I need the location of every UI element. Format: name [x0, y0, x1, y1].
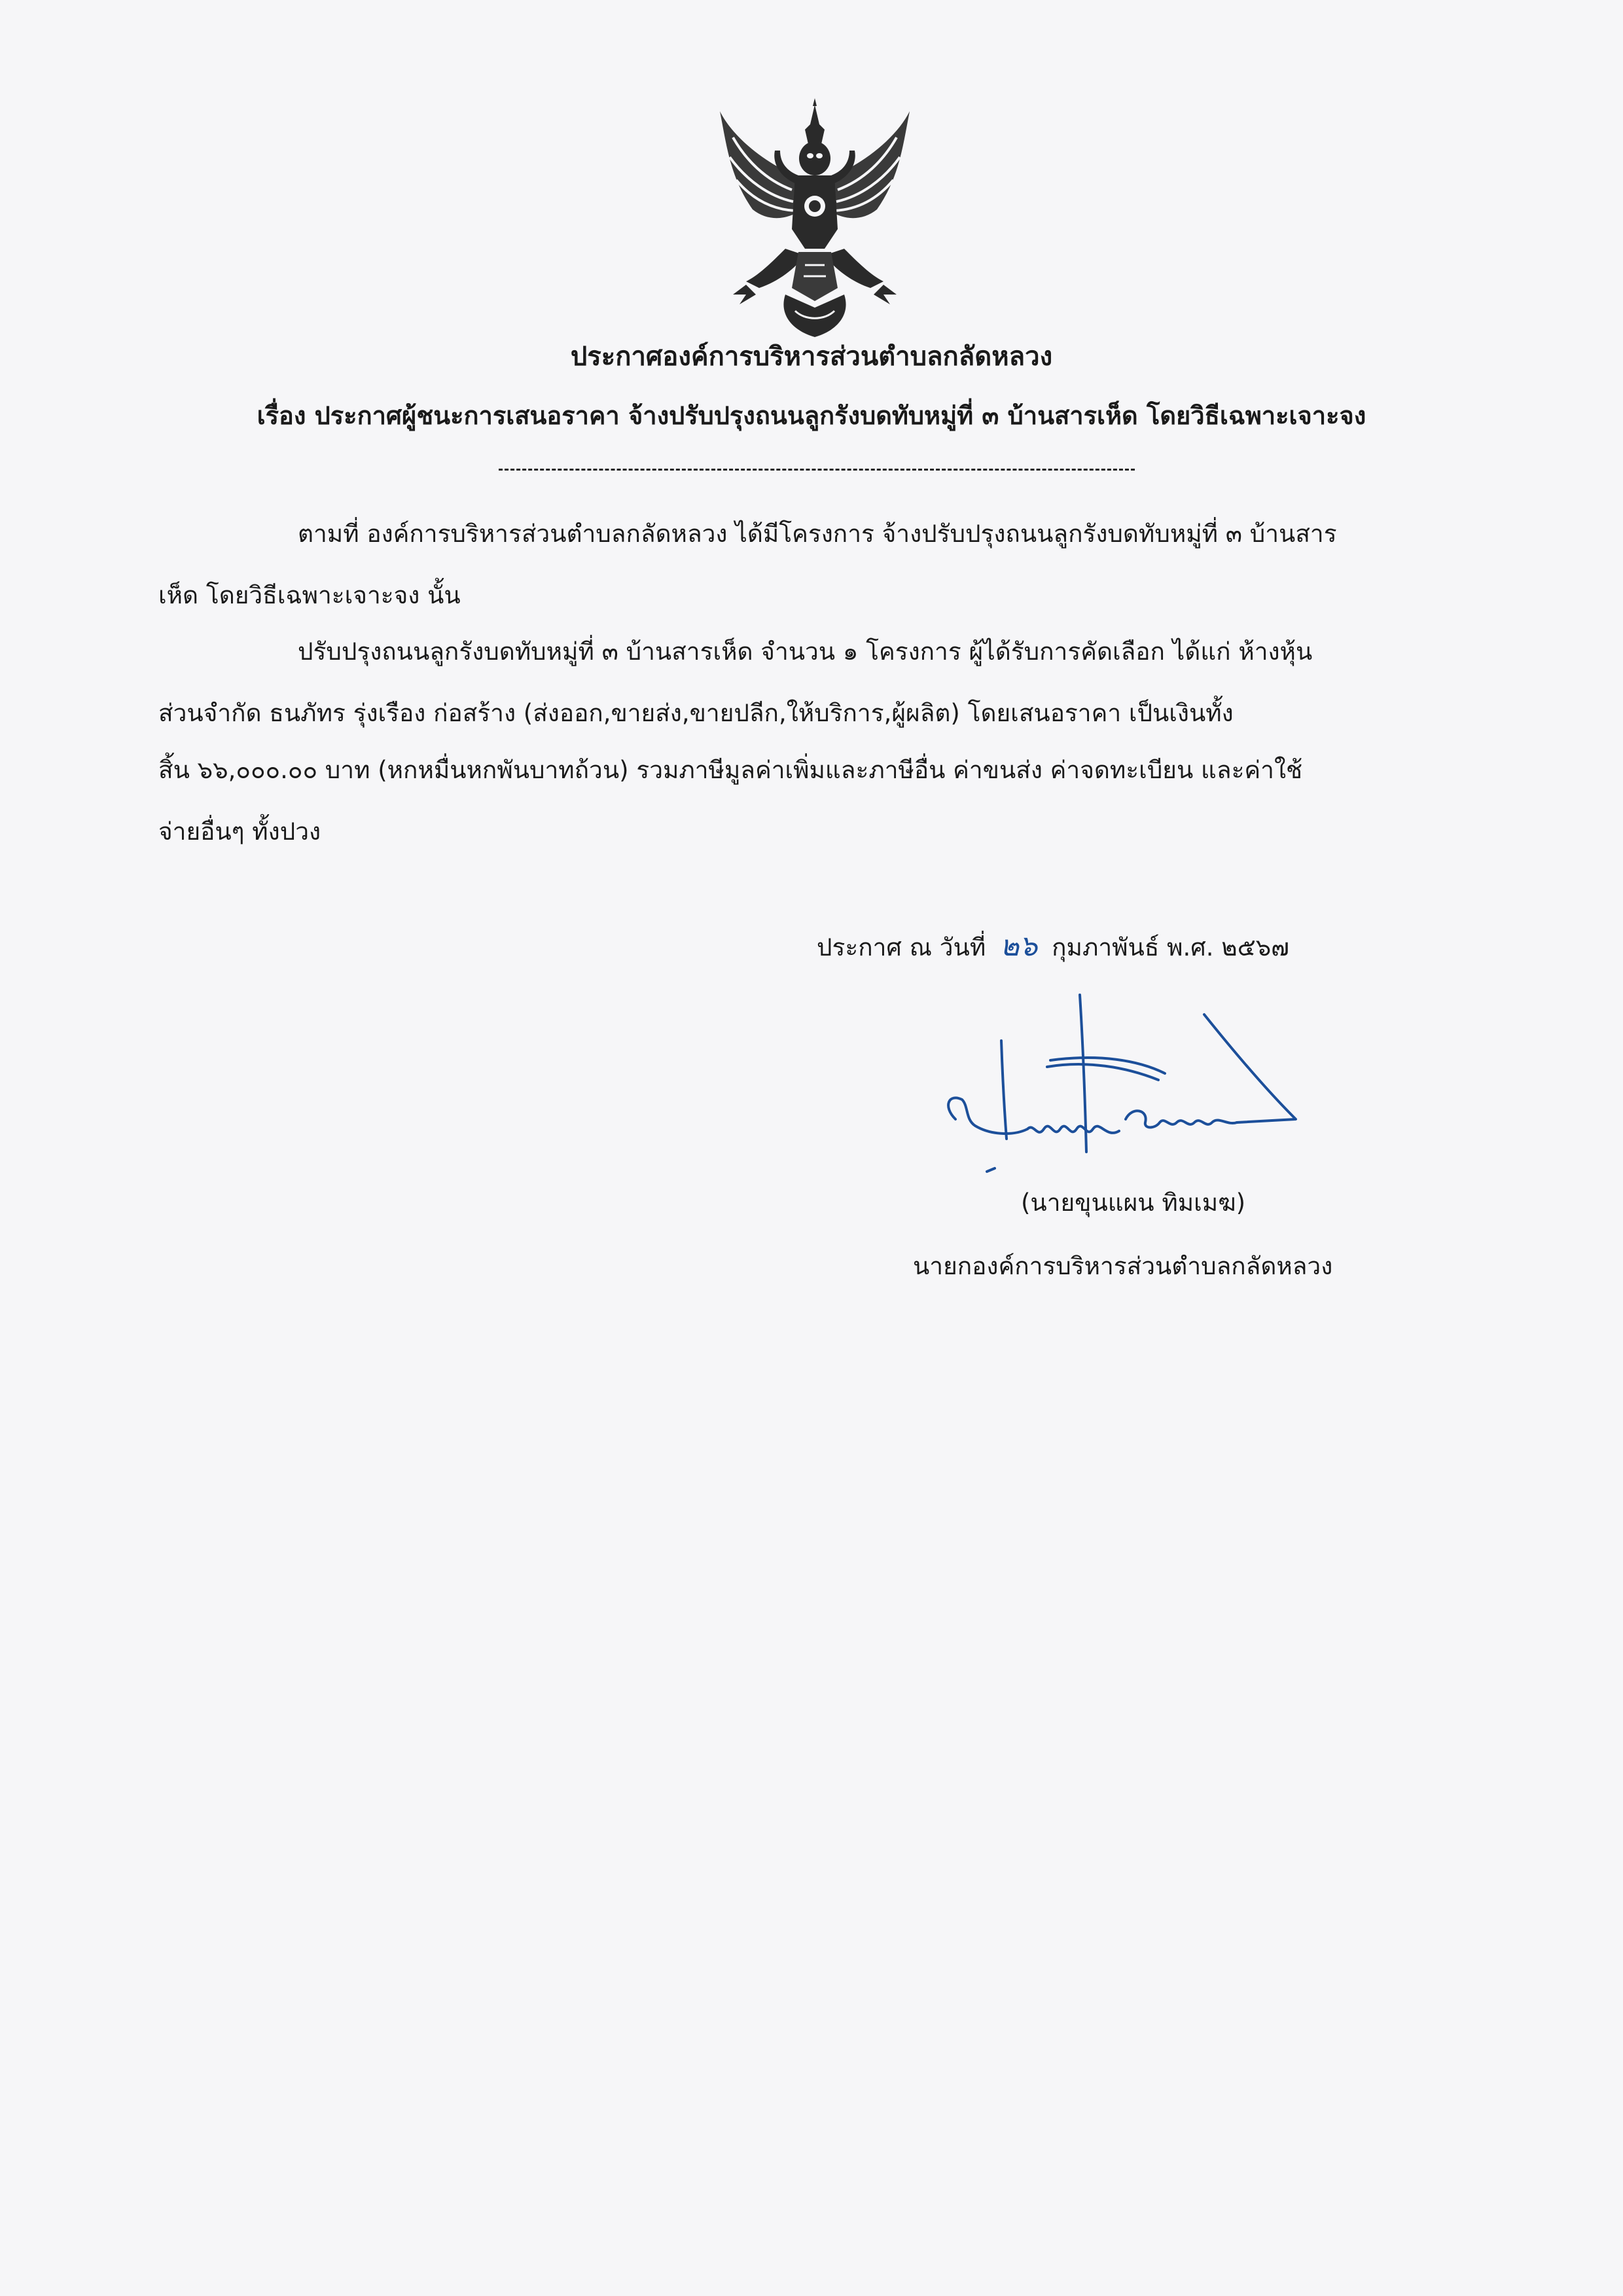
body-line-4: ส่วนจำกัด ธนภัทร รุ่งเรือง ก่อสร้าง (ส่งออก,ขายส่ง,ขายปลีก,ให้บริการ,ผู้ผลิต) โดยเสนอราคา เป็นเงินทั้ง [158, 699, 1234, 727]
body-line-2: เห็ด โดยวิธีเฉพาะเจาะจง นั้น [158, 581, 461, 609]
handwritten-signature [929, 988, 1335, 1198]
date-suffix: กุมภาพันธ์ พ.ศ. ๒๕๖๗ [1052, 933, 1290, 961]
signer-position: นายกองค์การบริหารส่วนตำบลกลัดหลวง [913, 1252, 1333, 1280]
body-line-6: จ่ายอื่นๆ ทั้งปวง [158, 817, 321, 846]
announcement-title: ประกาศองค์การบริหารส่วนตำบลกลัดหลวง [570, 342, 1053, 372]
body-line-5: สิ้น ๖๖,๐๐๐.๐๐ บาท (หกหมื่นหกพันบาทถ้วน) รวมภาษีมูลค่าเพิ่มและภาษีอื่น ค่าขนส่ง ค่าจดทะเบียน และค่าใช้ [158, 756, 1303, 784]
announcement-subject: เรื่อง ประกาศผู้ชนะการเสนอราคา จ้างปรับปรุงถนนลูกรังบดทับหมู่ที่ ๓ บ้านสารเห็ด โดยวิธีเฉพาะเจาะจง [257, 401, 1366, 430]
body-line-3: ปรับปรุงถนนลูกรังบดทับหมู่ที่ ๓ บ้านสารเห็ด จำนวน ๑ โครงการ ผู้ได้รับการคัดเลือก ได้แก่ ห้างหุ้น [298, 637, 1313, 666]
dashed-divider [499, 469, 1135, 471]
garuda-emblem [707, 98, 923, 340]
signer-name: (นายขุนแผน ทิมเมฆ) [1021, 1189, 1246, 1217]
date-day-handwritten: ๒๖ [1000, 929, 1038, 963]
announcement-date [817, 931, 1289, 963]
date-prefix: ประกาศ ณ วันที่ [817, 933, 986, 961]
body-line-1: ตามที่ องค์การบริหารส่วนตำบลกลัดหลวง ได้มีโครงการ จ้างปรับปรุงถนนลูกรังบดทับหมู่ที่ ๓ บ้านสาร [298, 520, 1337, 548]
